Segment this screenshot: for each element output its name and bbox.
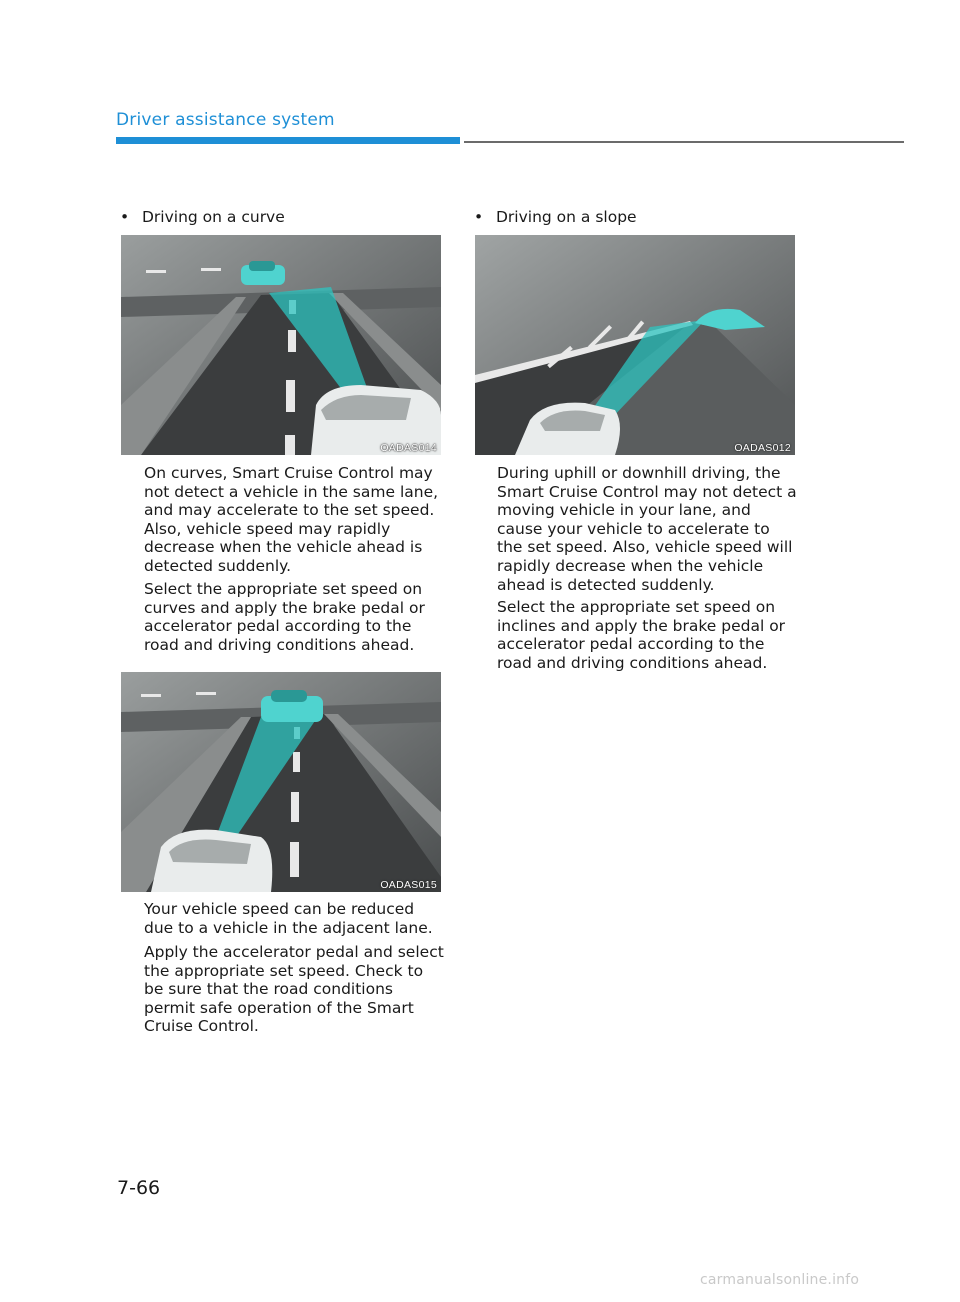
bullet-driving-slope	[474, 208, 637, 226]
slope-paragraph-1: During uphill or downhill driving, the Smart Cruise Control may not detect a moving vehicle in your lane, and cause your vehicle to accelerate to the set speed. Also, vehicle speed will rapidly decrease when the vehicle ahead is detected suddenly.	[497, 464, 797, 594]
header-accent-bar	[116, 137, 460, 144]
curve-paragraph-1: On curves, Smart Cruise Control may not detect a vehicle in the same lane, and may accelerate to the set speed. Also, vehicle speed may rapidly decrease when the vehicle ahead is detected suddenly.	[144, 464, 439, 575]
figure-slope	[475, 235, 795, 455]
adjacent-lane-illustration	[121, 672, 441, 892]
slope-paragraph-2: Select the appropriate set speed on inclines and apply the brake pedal or accelerator pedal according to the road and driving conditions ahead.	[497, 598, 786, 672]
header-divider	[464, 141, 904, 143]
curve-illustration	[121, 235, 441, 455]
bullet-label: Driving on a curve	[142, 208, 285, 226]
figure-code: OADAS015	[380, 879, 437, 891]
bullet-label: Driving on a slope	[496, 208, 637, 226]
slope-illustration	[475, 235, 795, 455]
figure-adjacent-lane	[121, 672, 441, 892]
bullet-dot-icon: •	[474, 208, 484, 226]
page-number: 7-66	[117, 1177, 161, 1199]
bullet-dot-icon: •	[120, 208, 130, 226]
figure-code: OADAS014	[380, 442, 437, 454]
curve-paragraph-2: Select the appropriate set speed on curves and apply the brake pedal or accelerator pedal according to the road and driving conditions ahead.	[144, 580, 425, 654]
adjacent-paragraph-2: Apply the accelerator pedal and select the appropriate set speed. Check to be sure that the road conditions permit safe operation of the Smart Cruise Control.	[144, 943, 444, 1036]
section-title: Driver assistance system	[116, 110, 335, 130]
figure-code: OADAS012	[734, 442, 791, 454]
bullet-driving-curve	[120, 208, 285, 226]
adjacent-paragraph-1: Your vehicle speed can be reduced due to a vehicle in the adjacent lane.	[144, 900, 433, 937]
figure-curve	[121, 235, 441, 455]
watermark: carmanualsonline.info	[700, 1272, 860, 1288]
